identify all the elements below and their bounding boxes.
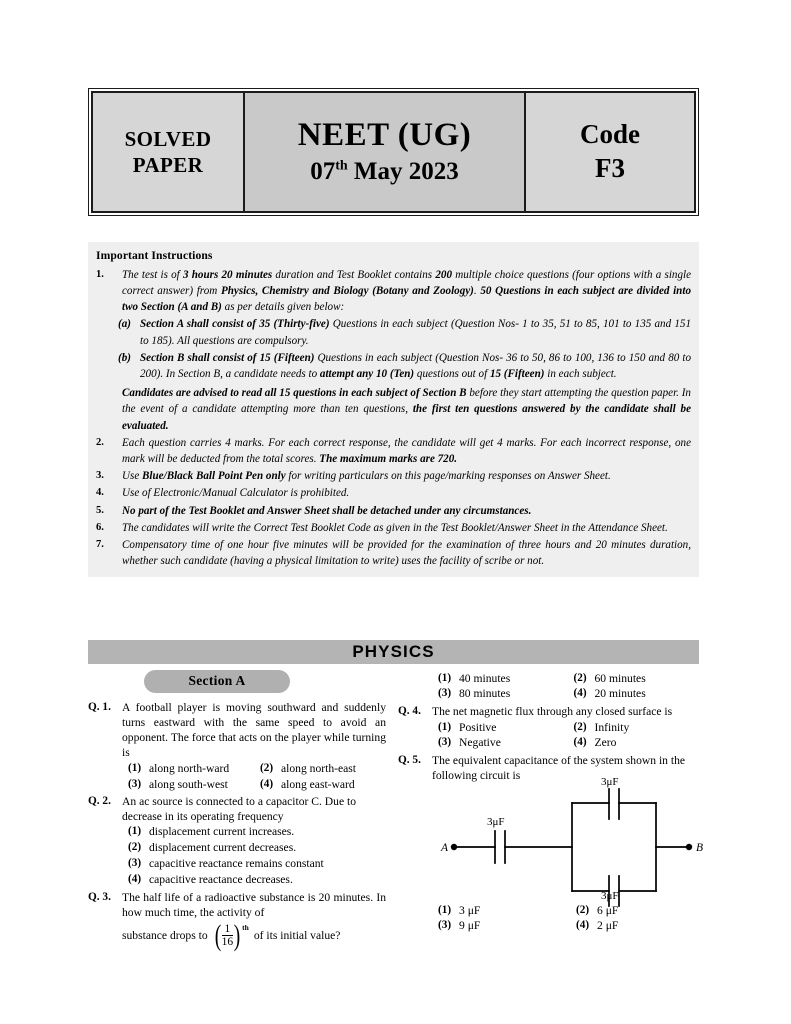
instruction-number: 5. (96, 504, 104, 516)
instruction-text: Compensatory time of one hour five minutes will be provided for the examination of three hours and 20 minutes duration, whether such candidate (having a physical limitation to write) uses the facility of scribe or not. (122, 538, 691, 568)
section-a-badge: Section A (144, 670, 290, 693)
question-number: Q. 3. (88, 891, 111, 904)
option-text: along east-ward (281, 777, 355, 791)
question-2 (88, 794, 386, 888)
option-tag: (3) (128, 857, 142, 870)
option-text: 3 μF (459, 903, 481, 917)
question-text: An ac source is connected to a capacitor C. Due to decrease in its operating frequency (122, 795, 357, 824)
question-5 (398, 753, 703, 934)
option-3[interactable] (122, 856, 386, 872)
instruction-text: Use of Electronic/Manual Calculator is prohibited. (122, 487, 350, 500)
instruction-item-1a (96, 316, 691, 348)
option-3[interactable] (432, 918, 570, 933)
option-list (432, 671, 703, 702)
instruction-item-2 (96, 435, 691, 467)
instruction-number: 2. (96, 436, 104, 448)
option-tag: (3) (438, 736, 452, 749)
masthead-code (526, 93, 694, 211)
instruction-note (96, 383, 691, 434)
question-1 (88, 700, 386, 792)
option-4[interactable] (568, 735, 704, 750)
left-question-column (88, 670, 392, 951)
sub-item-text: Section B shall consist of 15 (Fifteen) Questions in each subject (Question Nos- 36 to 50, 86 to 100, 136 to 150 and 80 to 200). In Section B, a candidate needs to attempt any 10 (Ten) questions out of 15 (Fifteen) in each subject. (140, 351, 691, 381)
sub-item-text: Section A shall consist of 35 (Thirty-five) Questions in each subject (Question Nos- 1 to 35, 51 to 85, 101 to 135 and 151 to 185). All questions are compulsory. (140, 318, 691, 347)
option-tag: (1) (128, 762, 142, 775)
instruction-note-text: Candidates are advised to read all 15 questions in each subject of Section B before they start attempting the question paper. In the event of a candidate attempting more than ten questions, the first ten questions answered by the candidate shall be evaluated. (122, 387, 691, 432)
instruction-number: 6. (96, 521, 104, 533)
option-text: 20 minutes (594, 687, 646, 701)
code-label: Code (580, 119, 640, 150)
instruction-text: Each question carries 4 marks. For each correct response, the candidate will get 4 marks. For each incorrect response, one mark will be deducted from the total scores. The maximum marks are 720. (122, 436, 691, 465)
instruction-item-1b (96, 350, 691, 382)
exam-name: NEET (UG) (297, 116, 472, 153)
exam-date-day: 07 (310, 158, 336, 186)
option-text: 80 minutes (459, 687, 511, 701)
option-text: 6 μF (597, 903, 619, 917)
option-1[interactable] (432, 903, 570, 918)
right-paren: ) (233, 918, 241, 952)
question-3-options-continued (398, 670, 703, 702)
instructions-title: Important Instructions (96, 249, 213, 262)
option-2[interactable] (254, 761, 386, 776)
option-tag: (3) (438, 687, 452, 700)
instruction-text: The candidates will write the Correct Test Booklet Code as given in the Test Booklet/Answer Sheet in the Attendance Sheet. (122, 521, 668, 534)
question-3 (88, 890, 386, 952)
option-text: Positive (459, 720, 497, 734)
option-tag: (4) (573, 687, 587, 700)
instruction-number: 3. (96, 470, 104, 482)
question-number: Q. 4. (398, 704, 421, 717)
option-tag: (2) (573, 672, 587, 684)
fraction-denominator: 16 (221, 936, 234, 949)
option-4[interactable] (568, 686, 704, 701)
exam-date-rest: May 2023 (347, 158, 459, 186)
exam-page (88, 0, 703, 1024)
masthead-exam-title (245, 93, 526, 211)
option-list (122, 824, 386, 888)
instruction-text: No part of the Test Booklet and Answer Sheet shall be detached under any circumstances. (122, 504, 532, 517)
exam-date-ordinal: th (335, 158, 348, 174)
question-4 (398, 704, 703, 751)
subject-banner-physics: PHYSICS (88, 640, 699, 664)
masthead-solved-line2: PAPER (132, 153, 204, 177)
option-tag: (1) (128, 825, 142, 838)
node-a-dot (451, 844, 457, 850)
question-text: The net magnetic flux through any closed surface is (432, 704, 673, 718)
option-text: 9 μF (459, 919, 481, 933)
option-2[interactable] (568, 720, 704, 735)
option-text: Negative (459, 736, 501, 750)
option-text: Zero (594, 736, 617, 750)
sub-item-tag: (a) (118, 318, 131, 331)
question-body (122, 890, 386, 952)
option-4[interactable] (570, 918, 708, 933)
question-text: The half life of a radioactive substance is 20 minutes. In how much time, the activity of (122, 891, 386, 920)
option-tag: (1) (438, 720, 452, 733)
option-2[interactable] (568, 671, 704, 686)
top-capacitor-label: 3μF (601, 775, 619, 788)
option-3[interactable] (432, 686, 568, 701)
instruction-text: The test is of 3 hours 20 minutes duration and Test Booklet contains 200 multiple choice questions (four options with a single correct answer) from Physics, Chemistry and Biology (Botany and Zoology). 50 Questions in each subject are divided into two Section (A and B) as per details given below: (122, 268, 692, 314)
series-capacitor-label: 3μF (487, 815, 505, 828)
option-tag: (2) (576, 903, 590, 916)
question-body (432, 753, 708, 934)
option-tag: (1) (438, 672, 452, 684)
option-1[interactable] (432, 671, 568, 686)
instruction-item-1 (96, 267, 691, 316)
option-text: along north-east (281, 762, 357, 776)
question-body (122, 794, 386, 888)
option-tag: (1) (438, 903, 452, 916)
left-paren: ( (214, 918, 221, 952)
instruction-number: 7. (96, 538, 104, 550)
node-b-label: B (696, 841, 704, 854)
option-tag: (2) (573, 720, 587, 733)
instruction-text: Use Blue/Black Ball Point Pen only for writing particulars on this page/marking responses on Answer Sheet. (122, 470, 611, 483)
question-body (432, 670, 703, 702)
instruction-item-6 (96, 520, 691, 536)
option-list (432, 903, 708, 934)
option-4[interactable] (254, 777, 386, 792)
circuit-svg (438, 775, 708, 902)
node-b-dot (686, 844, 692, 850)
instruction-item-4 (96, 485, 691, 501)
bottom-capacitor-label: 3μF (601, 889, 619, 902)
option-tag: (4) (573, 736, 587, 749)
option-text: 2 μF (597, 919, 619, 933)
option-list (122, 761, 386, 792)
code-value: F3 (595, 153, 625, 183)
question-number: Q. 5. (398, 753, 421, 766)
option-text: displacement current increases. (149, 825, 295, 839)
important-instructions-panel (88, 242, 699, 577)
option-tag: (3) (438, 919, 452, 932)
option-1[interactable] (122, 824, 386, 840)
option-tag: (4) (260, 777, 274, 790)
option-text: capacitive reactance remains constant (149, 857, 324, 871)
capacitor-circuit-diagram (438, 775, 708, 902)
fraction-prefix-text: substance drops to (122, 929, 208, 943)
exam-date (310, 157, 459, 187)
option-tag: (4) (128, 873, 142, 886)
option-text: Infinity (594, 720, 630, 734)
node-a-label: A (441, 841, 449, 854)
question-number: Q. 1. (88, 701, 111, 713)
option-tag: (2) (260, 762, 274, 775)
option-3[interactable] (122, 777, 254, 792)
masthead-solved-paper (93, 93, 245, 211)
option-list (432, 720, 703, 751)
option-text: capacitive reactance decreases. (149, 873, 293, 887)
right-question-column (392, 670, 703, 951)
question-3-fraction-line (122, 918, 386, 952)
option-4[interactable] (122, 872, 386, 888)
masthead-solved-line1: SOLVED (124, 126, 212, 151)
option-2[interactable] (570, 903, 708, 918)
option-text: 60 minutes (594, 672, 646, 685)
fraction-one-sixteenth (222, 923, 234, 948)
option-tag: (3) (128, 777, 142, 790)
option-3[interactable] (432, 735, 568, 750)
option-1[interactable] (432, 720, 568, 735)
sub-item-tag: (b) (118, 351, 131, 364)
question-text: A football player is moving southward and suddenly turns eastward with the same speed to avoid an opponent. The force that acts on the player while turning is (122, 701, 386, 760)
masthead (88, 88, 699, 216)
option-text: along south-west (149, 777, 228, 791)
question-columns (88, 670, 703, 951)
question-body (432, 704, 703, 751)
instruction-number: 4. (96, 487, 104, 499)
question-text: The equivalent capacitance of the system shown in the following circuit is (432, 753, 686, 782)
option-text: along north-ward (149, 762, 230, 776)
instruction-item-3 (96, 468, 691, 484)
option-2[interactable] (122, 840, 386, 856)
fraction-suffix-text: of its initial value? (253, 929, 341, 943)
fraction-numerator: 1 (224, 923, 231, 936)
instruction-item-7 (96, 537, 691, 569)
question-body (122, 700, 386, 792)
option-tag: (2) (128, 841, 142, 854)
instruction-number: 1. (96, 268, 104, 280)
instruction-item-5 (96, 503, 691, 519)
option-tag: (4) (576, 919, 590, 932)
question-number: Q. 2. (88, 795, 111, 808)
fraction-ordinal-superscript: th (242, 922, 249, 932)
option-text: displacement current decreases. (149, 841, 297, 855)
option-1[interactable] (122, 761, 254, 776)
option-text: 40 minutes (459, 672, 511, 685)
